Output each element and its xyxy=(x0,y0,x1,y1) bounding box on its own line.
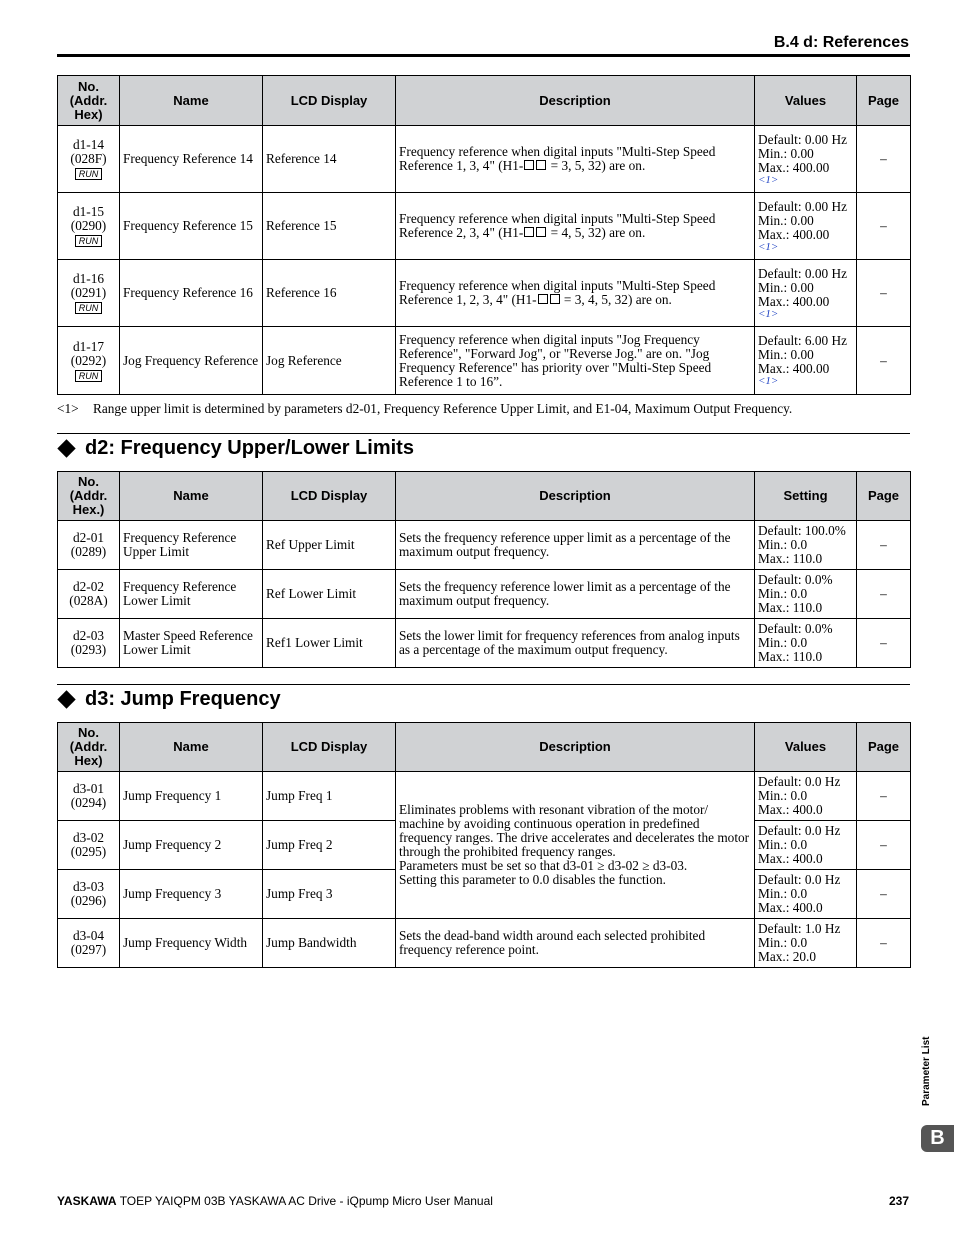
param-lcd: Jog Reference xyxy=(263,327,396,395)
param-lcd: Reference 14 xyxy=(263,126,396,193)
param-addr: (0295) xyxy=(70,844,107,859)
value-max: Max.: 400.00 xyxy=(758,159,830,175)
param-lcd: Jump Freq 3 xyxy=(263,870,396,919)
param-name: Frequency Reference Upper Limit xyxy=(120,521,263,570)
run-badge: RUN xyxy=(75,370,103,382)
param-addr: (028F) xyxy=(70,151,107,166)
param-no: d1-17 xyxy=(72,338,105,354)
value-default: Default: 0.0% xyxy=(758,572,833,587)
table-header-row xyxy=(58,76,911,126)
param-no: d2-02 xyxy=(72,579,105,594)
param-name: Frequency Reference 14 xyxy=(120,126,263,193)
desc-text: = 3, 5, 32) are on. xyxy=(547,158,646,173)
col-header-description: Description xyxy=(396,723,755,772)
param-name: Frequency Reference 15 xyxy=(120,193,263,260)
param-name: Jump Frequency 3 xyxy=(120,870,263,919)
placeholder-box-icon xyxy=(524,160,534,170)
desc-text: Frequency reference when digital inputs "Multi-Step Speed Reference 2, 3, 4" (H1- xyxy=(399,211,716,240)
footnote-ref-link[interactable]: <1> xyxy=(758,240,779,253)
placeholder-box-icon xyxy=(550,294,560,304)
param-name: Frequency Reference Lower Limit xyxy=(120,570,263,619)
param-no: d3-01 xyxy=(72,781,105,796)
table-row xyxy=(58,260,911,327)
desc-text: = 4, 5, 32) are on. xyxy=(547,225,646,240)
param-description: Sets the frequency reference lower limit as a percentage of the maximum output frequency. xyxy=(396,570,755,619)
desc-text: Frequency reference when digital inputs "Multi-Step Speed Reference 1, 3, 4" (H1- xyxy=(399,144,716,173)
param-page: – xyxy=(857,327,911,395)
diamond-bullet-icon xyxy=(57,439,75,457)
placeholder-box-icon xyxy=(536,160,546,170)
param-lcd: Reference 15 xyxy=(263,193,396,260)
value-min: Min.: 0.0 xyxy=(758,586,808,601)
page-number: 237 xyxy=(888,1194,909,1208)
header-rule xyxy=(57,54,910,57)
footnote-mark: <1> xyxy=(57,401,79,416)
col-header-description: Description xyxy=(396,76,755,126)
col-header-description: Description xyxy=(396,472,755,521)
value-default: Default: 100.0% xyxy=(758,523,846,538)
value-min: Min.: 0.0 xyxy=(758,935,808,950)
param-values xyxy=(755,870,857,919)
param-no: d1-14 xyxy=(72,137,105,152)
desc-text: = 3, 4, 5, 32) are on. xyxy=(560,292,672,307)
param-addr: (0292) xyxy=(70,352,107,368)
value-default: Default: 6.00 Hz xyxy=(758,333,847,348)
param-no-cell xyxy=(58,870,120,919)
param-name: Master Speed Reference Lower Limit xyxy=(120,619,263,668)
param-values xyxy=(755,327,857,395)
d1-parameter-table xyxy=(57,75,911,395)
table-row xyxy=(58,193,911,260)
col-header-name: Name xyxy=(120,472,263,521)
param-description: Sets the frequency reference upper limit as a percentage of the maximum output frequency. xyxy=(396,521,755,570)
param-page: – xyxy=(857,521,911,570)
value-max: Max.: 110.0 xyxy=(758,649,823,664)
footer-doc-info xyxy=(57,1194,493,1208)
param-lcd: Ref Upper Limit xyxy=(263,521,396,570)
param-no-cell xyxy=(58,570,120,619)
value-default: Default: 0.00 Hz xyxy=(758,131,847,147)
side-tab-label: Parameter List xyxy=(921,1036,932,1106)
col-header-name: Name xyxy=(120,76,263,126)
section-rule xyxy=(57,684,910,685)
value-default: Default: 0.00 Hz xyxy=(758,198,847,214)
col-header-values: Values xyxy=(755,723,857,772)
value-default: Default: 0.0% xyxy=(758,621,833,636)
value-max: Max.: 400.00 xyxy=(758,293,830,309)
run-badge: RUN xyxy=(75,302,103,314)
param-values xyxy=(755,521,857,570)
section-rule xyxy=(57,433,910,434)
table-row xyxy=(58,521,911,570)
param-addr: (0293) xyxy=(70,642,107,657)
desc-text: Frequency reference when digital inputs "Multi-Step Speed Reference 1, 2, 3, 4" (H1- xyxy=(399,278,716,307)
param-values xyxy=(755,919,857,968)
param-addr: (0291) xyxy=(70,285,107,300)
col-header-setting: Setting xyxy=(755,472,857,521)
placeholder-box-icon xyxy=(524,227,534,237)
footnote-ref-link[interactable]: <1> xyxy=(758,173,779,186)
footnote-text: Range upper limit is determined by parameters d2-01, Frequency Reference Upper Limit, and E1-04, Maximum Output Frequency. xyxy=(93,401,793,416)
footer-doc-title: TOEP YAIQPM 03B YASKAWA AC Drive - iQpump Micro User Manual xyxy=(116,1194,493,1208)
param-no-cell xyxy=(58,193,120,260)
col-header-no: No. (Addr. Hex) xyxy=(58,76,120,126)
param-values xyxy=(755,126,857,193)
col-header-lcd: LCD Display xyxy=(263,723,396,772)
param-page: – xyxy=(857,772,911,821)
footnote xyxy=(57,401,792,417)
value-min: Min.: 0.0 xyxy=(758,788,808,803)
param-values xyxy=(755,772,857,821)
col-header-page: Page xyxy=(857,723,911,772)
param-page: – xyxy=(857,821,911,870)
value-min: Min.: 0.0 xyxy=(758,635,808,650)
value-max: Max.: 110.0 xyxy=(758,600,823,615)
param-name: Jog Frequency Reference xyxy=(120,327,263,395)
footer-brand: YASKAWA xyxy=(57,1194,117,1208)
param-lcd: Ref Lower Limit xyxy=(263,570,396,619)
param-no: d1-15 xyxy=(72,204,105,219)
param-description: Sets the lower limit for frequency references from analog inputs as a percentage of the maximum output frequency. xyxy=(396,619,755,668)
param-lcd: Jump Freq 2 xyxy=(263,821,396,870)
col-header-no: No. (Addr. Hex) xyxy=(58,723,120,772)
section-title-text: d3: Jump Frequency xyxy=(85,688,281,710)
section-title-d2 xyxy=(57,437,414,460)
diamond-bullet-icon xyxy=(57,690,75,708)
table-row xyxy=(58,327,911,395)
param-no: d3-03 xyxy=(72,879,105,894)
param-addr: (0290) xyxy=(70,218,107,233)
param-description xyxy=(396,260,755,327)
param-lcd: Ref1 Lower Limit xyxy=(263,619,396,668)
param-no-cell xyxy=(58,919,120,968)
param-addr: (028A) xyxy=(69,593,108,608)
value-min: Min.: 0.0 xyxy=(758,886,808,901)
param-addr: (0296) xyxy=(70,893,107,908)
param-name: Jump Frequency 1 xyxy=(120,772,263,821)
col-header-page: Page xyxy=(857,472,911,521)
param-no-cell xyxy=(58,772,120,821)
section-title-text: d2: Frequency Upper/Lower Limits xyxy=(85,437,414,459)
param-no: d2-03 xyxy=(72,628,105,643)
param-description: Sets the dead-band width around each selected prohibited frequency reference point. xyxy=(396,919,755,968)
footnote-ref-link[interactable]: <1> xyxy=(758,375,779,387)
param-no-cell xyxy=(58,821,120,870)
param-addr: (0294) xyxy=(70,795,107,810)
value-max: Max.: 400.0 xyxy=(758,802,823,817)
param-values xyxy=(755,619,857,668)
param-description: Frequency reference when digital inputs "Jog Frequency Reference", "Forward Jog", or "Reverse Jog." are on. "Jog Frequency Reference" has priority over "Multi-Step Speed Reference 1 to 16”. xyxy=(396,327,755,395)
table-row xyxy=(58,919,911,968)
value-max: Max.: 400.0 xyxy=(758,851,823,866)
placeholder-box-icon xyxy=(536,227,546,237)
value-default: Default: 0.00 Hz xyxy=(758,265,847,281)
table-row xyxy=(58,619,911,668)
param-addr: (0297) xyxy=(70,942,107,957)
col-header-values: Values xyxy=(755,76,857,126)
param-no: d3-04 xyxy=(72,928,105,943)
value-min: Min.: 0.00 xyxy=(758,279,814,295)
param-no-cell xyxy=(58,126,120,193)
param-values xyxy=(755,821,857,870)
value-default: Default: 0.0 Hz xyxy=(758,774,841,789)
section-header-title: B.4 d: References xyxy=(773,34,909,51)
param-page: – xyxy=(857,193,911,260)
param-description-shared: Eliminates problems with resonant vibration of the motor/ machine by avoiding continuous operation in predefined frequency ranges. The drive accelerates and decelerates the motor through the prohibited frequency ranges. Parameters must be set so that d3-01 ≥ d3-02 ≥ d3-03. Setting this parameter to 0.0 disables the function. xyxy=(396,772,755,919)
table-row xyxy=(58,570,911,619)
param-no-cell xyxy=(58,521,120,570)
section-title-d3 xyxy=(57,688,281,711)
table-row xyxy=(58,126,911,193)
param-no: d3-02 xyxy=(72,830,105,845)
param-name: Frequency Reference 16 xyxy=(120,260,263,327)
side-tab-letter[interactable]: B xyxy=(921,1125,954,1152)
param-name: Jump Frequency Width xyxy=(120,919,263,968)
value-max: Max.: 20.0 xyxy=(758,949,816,964)
param-no-cell xyxy=(58,619,120,668)
param-page: – xyxy=(857,919,911,968)
param-description xyxy=(396,193,755,260)
param-values xyxy=(755,193,857,260)
value-min: Min.: 0.00 xyxy=(758,145,814,161)
value-min: Min.: 0.00 xyxy=(758,347,814,362)
value-max: Max.: 110.0 xyxy=(758,551,823,566)
footnote-ref-link[interactable]: <1> xyxy=(758,307,779,320)
col-header-page: Page xyxy=(857,76,911,126)
param-no-cell xyxy=(58,327,120,395)
run-badge: RUN xyxy=(75,168,103,180)
param-values xyxy=(755,570,857,619)
param-no: d1-16 xyxy=(72,271,105,286)
value-default: Default: 0.0 Hz xyxy=(758,823,841,838)
param-no: d2-01 xyxy=(72,530,105,545)
value-default: Default: 0.0 Hz xyxy=(758,872,841,887)
param-page: – xyxy=(857,570,911,619)
param-lcd: Jump Freq 1 xyxy=(263,772,396,821)
value-min: Min.: 0.0 xyxy=(758,537,808,552)
param-no-cell xyxy=(58,260,120,327)
param-page: – xyxy=(857,870,911,919)
value-max: Max.: 400.0 xyxy=(758,900,823,915)
value-min: Min.: 0.0 xyxy=(758,837,808,852)
d2-parameter-table xyxy=(57,471,911,668)
table-header-row xyxy=(58,723,911,772)
param-page: – xyxy=(857,619,911,668)
param-page: – xyxy=(857,260,911,327)
col-header-lcd: LCD Display xyxy=(263,472,396,521)
param-lcd: Reference 16 xyxy=(263,260,396,327)
param-lcd: Jump Bandwidth xyxy=(263,919,396,968)
value-max: Max.: 400.00 xyxy=(758,361,830,376)
param-page: – xyxy=(857,126,911,193)
col-header-no: No. (Addr. Hex.) xyxy=(58,472,120,521)
param-addr: (0289) xyxy=(70,544,107,559)
param-name: Jump Frequency 2 xyxy=(120,821,263,870)
table-row xyxy=(58,772,911,821)
col-header-lcd: LCD Display xyxy=(263,76,396,126)
run-badge: RUN xyxy=(75,235,103,247)
value-default: Default: 1.0 Hz xyxy=(758,921,841,936)
col-header-name: Name xyxy=(120,723,263,772)
value-min: Min.: 0.00 xyxy=(758,212,814,228)
placeholder-box-icon xyxy=(538,294,548,304)
d3-parameter-table xyxy=(57,722,911,968)
param-values xyxy=(755,260,857,327)
value-max: Max.: 400.00 xyxy=(758,226,830,242)
table-header-row xyxy=(58,472,911,521)
param-description xyxy=(396,126,755,193)
